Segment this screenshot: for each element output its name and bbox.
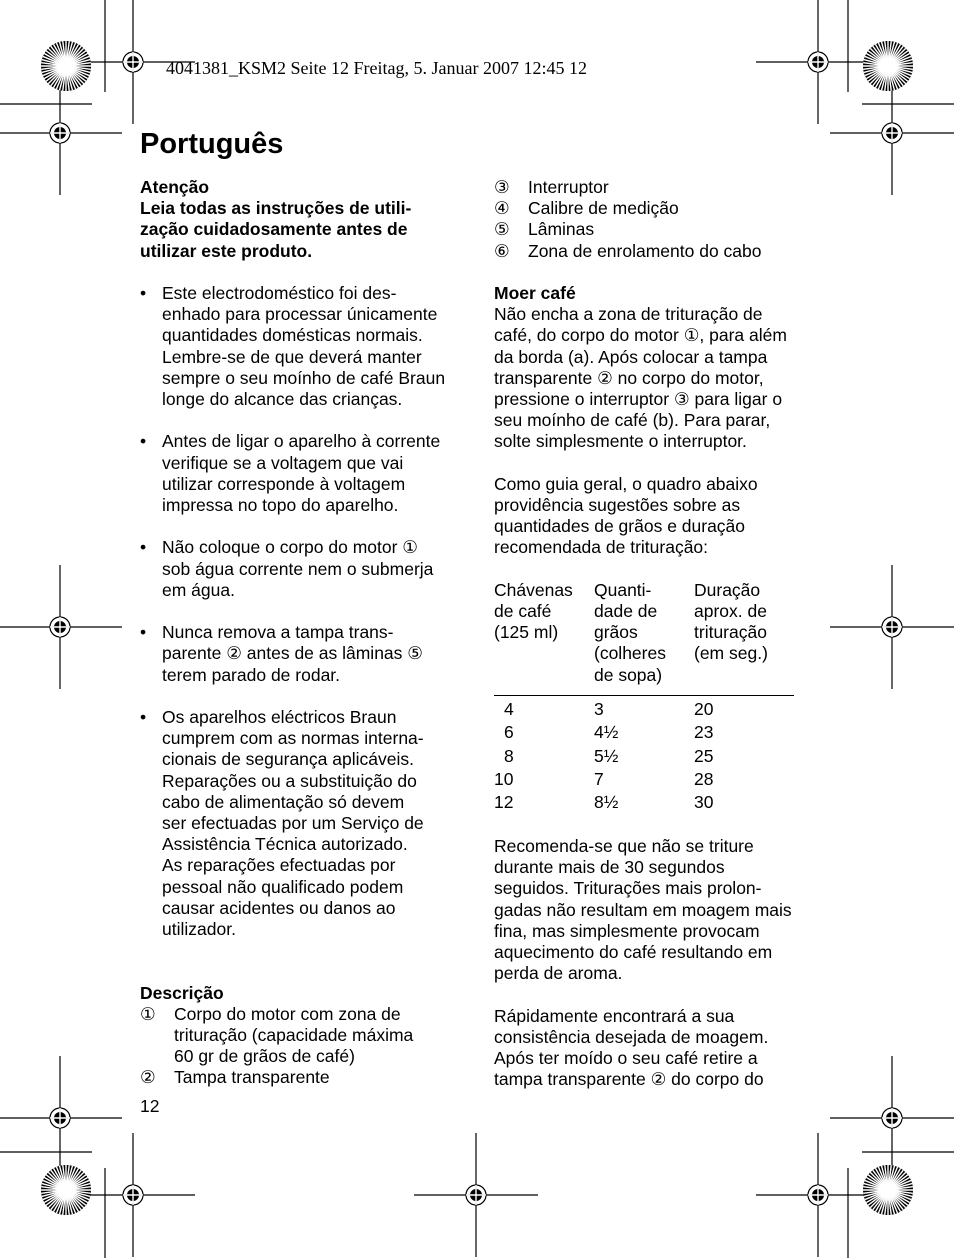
paragraph-line: seguidos. Triturações mais prolon- (494, 878, 762, 899)
attention-heading: Atenção (140, 177, 210, 197)
paragraph-line: quantidades de grãos e duração (494, 516, 746, 537)
table-header-cell: Chávenas de café (125 ml) (494, 579, 573, 643)
grinding-section (494, 283, 814, 559)
table-row: 10 7 28 (494, 769, 714, 790)
bullet-item (140, 283, 460, 410)
grinding-table (494, 580, 814, 815)
item-line: Zona de enrolamento do cabo (528, 240, 762, 261)
bullet-dot: • (140, 431, 147, 452)
bullet-item (140, 622, 460, 686)
page-number: 12 (140, 1096, 160, 1116)
bullet-line: pessoal não qualificado podem (162, 876, 404, 897)
table-header-cell: Quanti- dade de grãos (colheres de sopa) (594, 579, 666, 685)
attention-block (140, 177, 460, 262)
description-item (140, 1067, 460, 1088)
left-column (140, 177, 460, 1089)
bullet-line: Reparações ou a substituição do (162, 770, 417, 791)
item-number: ② (140, 1067, 156, 1088)
item-line: Tampa transparente (174, 1067, 330, 1088)
paragraph-line: durante mais de 30 segundos (494, 857, 725, 878)
table-row: 12 8½ 30 (494, 792, 714, 813)
description-item (494, 241, 814, 262)
print-slug: 4041381_KSM2 Seite 12 Freitag, 5. Januar 2007 12:45 12 (166, 58, 587, 78)
item-line: 60 gr de grãos de café) (174, 1046, 355, 1067)
table-header (494, 580, 814, 686)
item-number: ④ (494, 198, 510, 219)
paragraph-line: perda de aroma. (494, 963, 623, 984)
description-item (140, 1004, 460, 1068)
bullet-line: causar acidentes ou danos ao (162, 897, 396, 918)
paragraph-line: Após ter moído o seu café retire a (494, 1048, 758, 1069)
paragraph-line: Recomenda-se que não se triture (494, 836, 754, 857)
bullet-line: cionais de segurança aplicáveis. (162, 749, 414, 770)
bullet-line: parente ② antes de as lâminas ⑤ (162, 643, 423, 664)
paragraph-line: seu moínho de café (b). Para parar, (494, 410, 771, 431)
bullet-line: em água. (162, 579, 235, 600)
bullet-dot: • (140, 707, 147, 727)
paragraph-line: café, do corpo do motor ①, para além (494, 325, 787, 346)
paragraph-line: transparente ② no corpo do motor, (494, 367, 764, 388)
bullet-dot: • (140, 283, 147, 303)
page-title: Português (140, 128, 284, 160)
description-item (494, 198, 814, 219)
table-row: 4 3 20 (504, 698, 714, 719)
bullet-line: As reparações efectuadas por (162, 855, 396, 876)
table-rule (494, 695, 794, 696)
description-item (494, 219, 814, 240)
table-row: 8 5½ 25 (504, 745, 714, 766)
description-section (140, 983, 460, 1089)
item-number: ⑤ (494, 219, 510, 240)
bullet-line: verifique se a voltagem que vai (162, 452, 404, 473)
bullet-line: Lembre-se de que deverá manter (162, 346, 422, 367)
bullet-line: cabo de alimentação só devem (162, 791, 405, 812)
description-heading: Descrição (140, 982, 224, 1003)
grinding-heading: Moer café (494, 283, 576, 303)
item-number: ① (140, 1003, 156, 1024)
attention-line: Leia todas as instruções de utili- (140, 198, 412, 219)
paragraph-line: gadas não resultam em moagem mais (494, 899, 792, 920)
item-line: Interruptor (528, 177, 609, 197)
bullet-line: Antes de ligar o aparelho à corrente (162, 431, 441, 452)
bullet-line: Assistência Técnica autorizado. (162, 834, 408, 855)
bullet-item (140, 431, 460, 516)
paragraph-line: recomendada de trituração: (494, 537, 709, 558)
bullet-line: quantidades domésticas normais. (162, 325, 423, 346)
description-item (494, 177, 814, 198)
table-row: 6 4½ 23 (504, 722, 714, 743)
bullet-line: Não coloque o corpo do motor ① (162, 537, 418, 558)
bullet-line: longe do alcance das crianças. (162, 389, 403, 410)
bullet-line: sempre o seu moínho de café Braun (162, 367, 446, 388)
paragraph-line: pressione o interruptor ③ para ligar o (494, 389, 783, 410)
bullet-line: sob água corrente nem o submerja (162, 558, 434, 579)
item-number: ⑥ (494, 240, 510, 261)
paragraph-line: Como guia geral, o quadro abaixo (494, 473, 758, 494)
bullet-line: terem parado de rodar. (162, 664, 341, 685)
right-column (494, 177, 814, 1090)
bullet-line: impressa no topo do aparelho. (162, 495, 399, 516)
bullet-item (140, 707, 460, 940)
bullet-line: Este electrodoméstico foi des- (162, 283, 397, 303)
bullet-dot: • (140, 537, 147, 558)
bullet-line: Nunca remova a tampa trans- (162, 622, 394, 643)
attention-line: zação cuidadosamente antes de (140, 219, 408, 240)
item-line: Corpo do motor com zona de (174, 1003, 401, 1024)
paragraph-line: Não encha a zona de trituração de (494, 304, 763, 325)
consistency-paragraph (494, 1006, 814, 1091)
paragraph-line: tampa transparente ② do corpo do (494, 1069, 764, 1090)
recommendation-paragraph (494, 836, 814, 984)
bullet-item (140, 537, 460, 601)
bullet-line: enhado para processar únicamente (162, 304, 438, 325)
bullet-line: utilizar corresponde à voltagem (162, 473, 406, 494)
paragraph-line: consistência desejada de moagem. (494, 1026, 769, 1047)
attention-line: utilizar este produto. (140, 240, 313, 261)
bullet-line: Os aparelhos eléctricos Braun (162, 707, 397, 727)
bullet-line: utilizador. (162, 919, 236, 940)
item-line: Lâminas (528, 219, 595, 240)
item-line: trituração (capacidade máxima (174, 1025, 414, 1046)
bullet-dot: • (140, 622, 147, 643)
bullet-line: cumprem com as normas interna- (162, 728, 424, 749)
paragraph-line: fina, mas simplesmente provocam (494, 920, 760, 941)
paragraph-line: da borda (a). Após colocar a tampa (494, 346, 768, 367)
table-header-cell: Duração aprox. de trituração (em seg.) (694, 579, 768, 664)
bullet-line: ser efectuadas por um Serviço de (162, 813, 424, 834)
item-line: Calibre de medição (528, 198, 679, 219)
paragraph-line: providência sugestões sobre as (494, 495, 741, 516)
paragraph-line: solte simplesmente o interruptor. (494, 431, 747, 452)
item-number: ③ (494, 177, 510, 197)
paragraph-line: aquecimento do café resultando em (494, 942, 773, 963)
paragraph-line: Rápidamente encontrará a sua (494, 1005, 735, 1026)
